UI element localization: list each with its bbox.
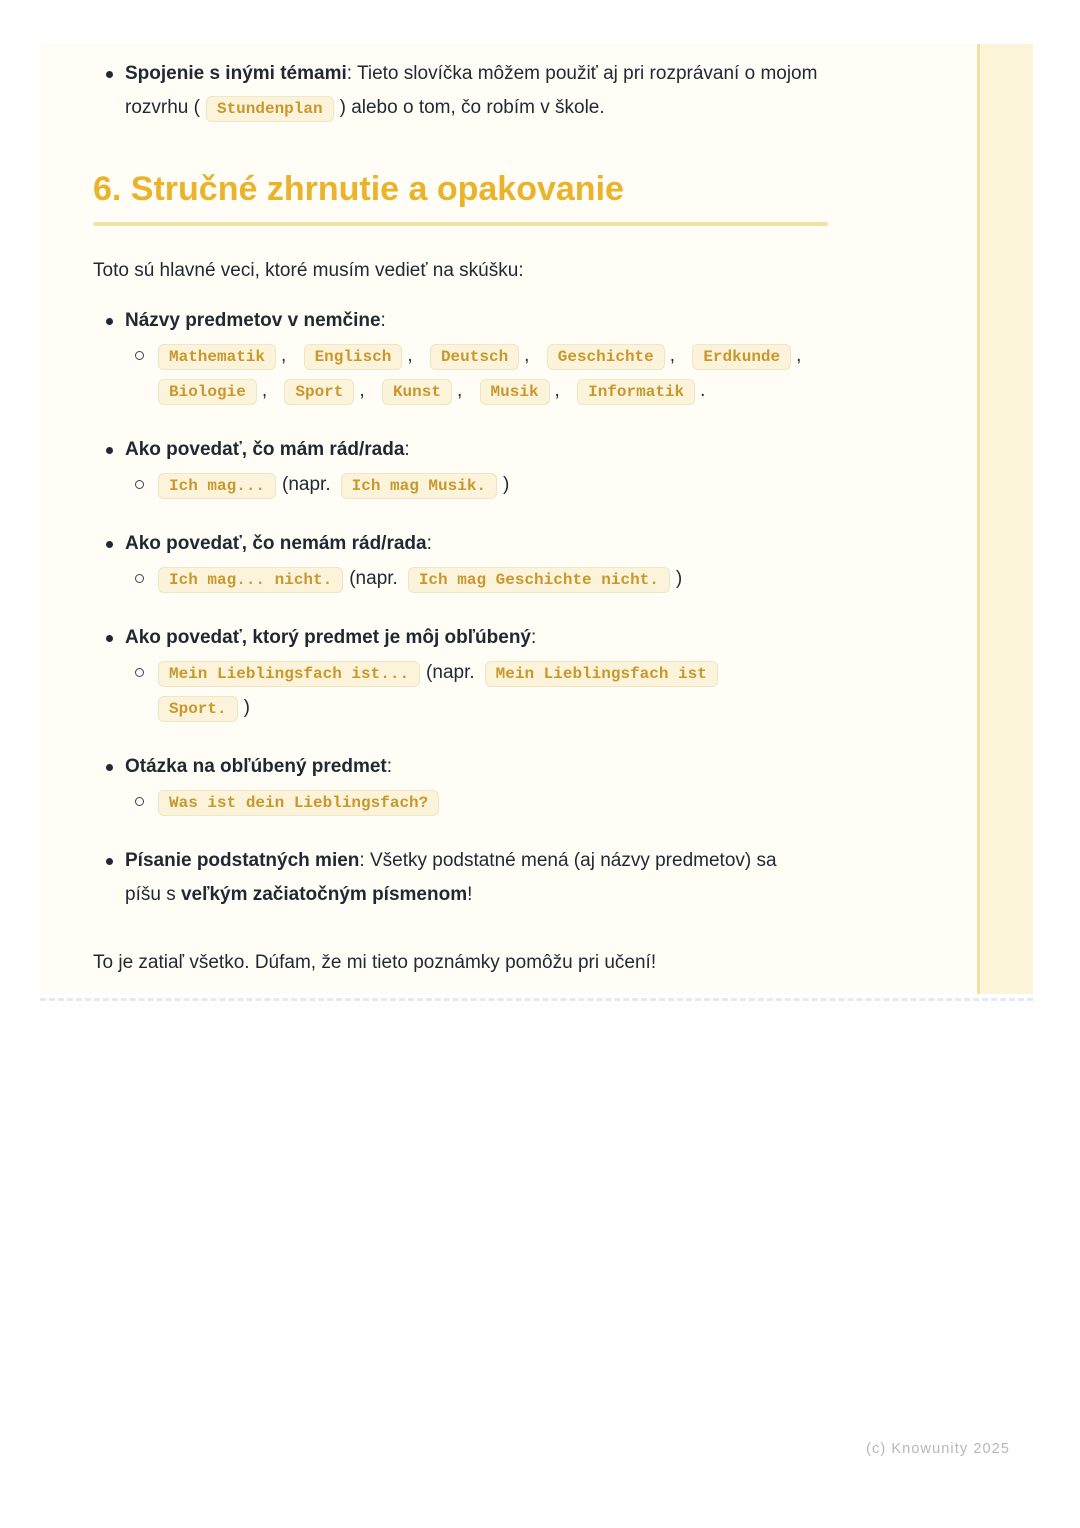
chip-subject: Englisch bbox=[304, 344, 403, 370]
notes-content bbox=[93, 44, 828, 980]
summary-item-capitalization bbox=[93, 844, 828, 912]
circle-bullet-icon bbox=[135, 561, 158, 596]
intro-text: Toto sú hlavné veci, ktoré musím vedieť na skúšku: bbox=[93, 260, 524, 281]
chip-subject: Mathematik bbox=[158, 344, 276, 370]
chip-dislike-example: Ich mag Geschichte nicht. bbox=[408, 567, 670, 593]
subject-chip-group bbox=[577, 380, 705, 401]
summary-item-dislike bbox=[93, 527, 828, 596]
chip-like-pattern: Ich mag... bbox=[158, 473, 276, 499]
favorite-colon: : bbox=[531, 627, 537, 648]
chip-separator: , bbox=[796, 345, 802, 366]
close-paren: ) bbox=[675, 568, 683, 589]
connection-paragraph bbox=[125, 57, 828, 125]
chip-separator: , bbox=[407, 345, 413, 366]
dislike-label-line bbox=[125, 527, 828, 561]
summary-list bbox=[93, 304, 828, 912]
bullet-dot-icon bbox=[93, 844, 125, 912]
dislike-colon: : bbox=[426, 533, 432, 554]
chip-subject: Informatik bbox=[577, 379, 695, 405]
margin-stripe bbox=[977, 44, 1033, 994]
chip-separator: , bbox=[554, 380, 560, 401]
subject-chip-group bbox=[158, 380, 267, 401]
notes-sheet bbox=[40, 44, 1033, 994]
subject-chip-group bbox=[158, 345, 286, 366]
favorite-label-line bbox=[125, 621, 828, 655]
chip-subject: Kunst bbox=[382, 379, 452, 405]
chip-subject: Biologie bbox=[158, 379, 257, 405]
connection-text-before: Tieto slovíčka môžem použiť aj pri rozprávaní o mojom rozvrhu ( bbox=[125, 63, 818, 118]
subject-chip-group bbox=[430, 345, 530, 366]
subjects-label: Názvy predmetov v nemčine bbox=[125, 310, 381, 331]
bullet-dot-icon bbox=[93, 750, 125, 819]
chip-separator: , bbox=[281, 345, 287, 366]
chip-separator: , bbox=[261, 380, 268, 401]
heading-rule bbox=[93, 222, 828, 226]
chip-dislike-pattern: Ich mag... nicht. bbox=[158, 567, 343, 593]
subjects-colon: : bbox=[380, 310, 386, 331]
subjects-label-line bbox=[125, 304, 828, 338]
subject-chip-group bbox=[382, 380, 462, 401]
napr-text: (napr. bbox=[426, 662, 475, 683]
subject-chip-group bbox=[284, 380, 364, 401]
bullet-dot-icon bbox=[93, 57, 125, 125]
page-break-divider bbox=[40, 998, 1033, 1001]
capitalization-exclamation: ! bbox=[467, 884, 473, 905]
chip-subject: Geschichte bbox=[547, 344, 665, 370]
chip-terminator: . bbox=[700, 380, 706, 401]
circle-bullet-icon bbox=[135, 467, 158, 502]
capitalization-bold: veľkým začiatočným písmenom bbox=[180, 884, 468, 905]
chip-separator: , bbox=[669, 345, 676, 366]
question-sub-bullet bbox=[125, 784, 828, 819]
circle-bullet-icon bbox=[135, 338, 158, 408]
bullet-dot-icon bbox=[93, 433, 125, 502]
chip-subject: Musik bbox=[480, 379, 550, 405]
like-colon: : bbox=[404, 439, 410, 460]
close-paren: ) bbox=[243, 697, 250, 718]
question-label: Otázka na obľúbený predmet bbox=[125, 756, 387, 777]
dislike-sub-bullet bbox=[125, 561, 828, 596]
chip-subject: Erdkunde bbox=[692, 344, 791, 370]
question-label-line bbox=[125, 750, 828, 784]
connection-colon: : bbox=[346, 63, 357, 84]
dislike-label: Ako povedať, čo nemám rád/rada bbox=[125, 533, 427, 554]
subject-chip-group bbox=[304, 345, 413, 366]
circle-bullet-icon bbox=[135, 655, 158, 725]
subject-chip-group bbox=[547, 345, 675, 366]
chip-subject: Deutsch bbox=[430, 344, 519, 370]
chip-stundenplan: Stundenplan bbox=[206, 96, 334, 122]
copyright-text: (c) Knowunity 2025 bbox=[866, 1441, 1010, 1457]
summary-item-subjects bbox=[93, 304, 828, 408]
chip-separator: , bbox=[524, 345, 530, 366]
subject-chip-group bbox=[480, 380, 560, 401]
subjects-chips bbox=[158, 338, 828, 408]
section-heading: 6. Stručné zhrnutie a opakovanie bbox=[93, 170, 624, 208]
circle-bullet-icon bbox=[135, 784, 158, 819]
capitalization-paragraph bbox=[125, 844, 805, 912]
like-sub-bullet bbox=[125, 467, 828, 502]
question-colon: : bbox=[386, 756, 393, 777]
summary-item-question bbox=[93, 750, 828, 819]
subject-chip-group bbox=[692, 345, 801, 366]
like-label: Ako povedať, čo mám rád/rada bbox=[125, 439, 405, 460]
bullet-dot-icon bbox=[93, 527, 125, 596]
chip-separator: , bbox=[456, 380, 463, 401]
napr-text: (napr. bbox=[349, 568, 398, 589]
summary-item-favorite bbox=[93, 621, 828, 725]
connection-text-after: ) alebo o tom, čo robím v škole. bbox=[339, 97, 605, 118]
outro-text: To je zatiaľ všetko. Dúfam, že mi tieto poznámky pomôžu pri učení! bbox=[93, 952, 657, 973]
subjects-sub-bullet bbox=[125, 338, 828, 408]
capitalization-text: : Všetky podstatné mená (aj názvy predmetov) sa píšu s bbox=[125, 850, 777, 905]
bullet-item-connection bbox=[93, 57, 828, 125]
capitalization-label: Písanie podstatných mien bbox=[125, 850, 360, 871]
bullet-dot-icon bbox=[93, 621, 125, 725]
chip-like-example: Ich mag Musik. bbox=[341, 473, 497, 499]
bullet-dot-icon bbox=[93, 304, 125, 408]
summary-item-like bbox=[93, 433, 828, 502]
favorite-example-line2: Sport. bbox=[169, 700, 227, 718]
favorite-label: Ako povedať, ktorý predmet je môj obľúbený bbox=[125, 627, 531, 648]
napr-text: (napr. bbox=[282, 474, 331, 495]
favorite-sub-bullet bbox=[125, 655, 828, 725]
chip-question: Was ist dein Lieblingsfach? bbox=[158, 790, 439, 816]
chip-favorite-pattern: Mein Lieblingsfach ist... bbox=[158, 661, 420, 687]
connection-label: Spojenie s inými témami bbox=[125, 63, 347, 84]
chip-separator: , bbox=[359, 380, 365, 401]
close-paren: ) bbox=[503, 474, 510, 495]
favorite-example-line1: Mein Lieblingsfach ist bbox=[495, 665, 707, 683]
like-label-line bbox=[125, 433, 828, 467]
chip-subject: Sport bbox=[284, 379, 354, 405]
